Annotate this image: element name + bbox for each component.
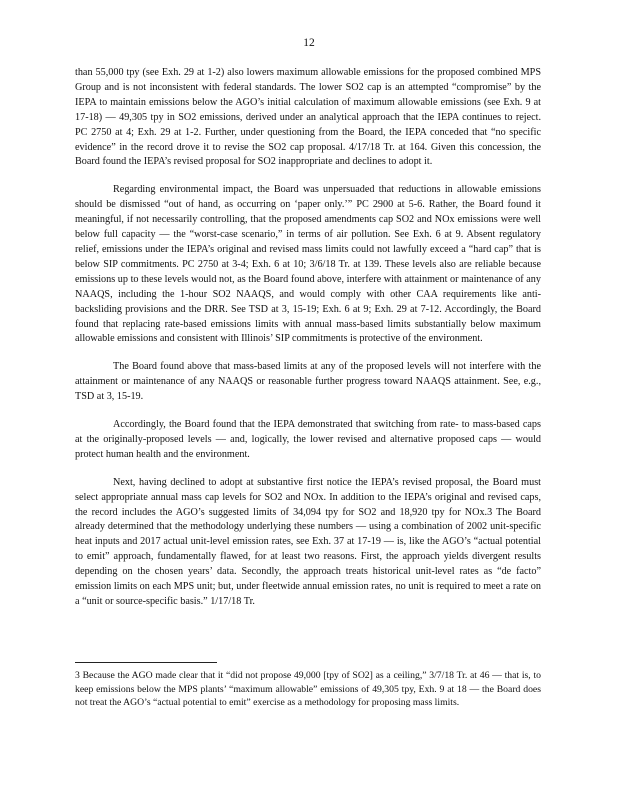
paragraph-3: The Board found above that mass-based limits at any of the proposed levels will not interfere with the attainment or maintenance of any NAAQS or reasonable further progress toward NAAQS attainment. See, e.g., TSD at 3, 15-19. <box>75 361 541 403</box>
footnote-3: 3 Because the AGO made clear that it “did not propose 49,000 [tpy of SO2] as a ceiling,” 3/7/18 Tr. at 46 — that is, to keep emissions below the MPS plants’ “maximum allowable” emissions of 49,305 tpy, Exh. 9 at 18 — the Board does not treat the AGO’s “actual potential to emit” exercise as a methodology for proposing mass limits. <box>75 670 541 709</box>
paragraph-1: than 55,000 tpy (see Exh. 29 at 1-2) also lowers maximum allowable emissions for the proposed combined MPS Group and is not inconsistent with federal standards. The lower SO2 cap is an attempted “compromise” by the IEPA to maintain emissions below the AGO’s initial calculation of maximum allowable emissions (see Exh. 9 at 17-18) — 49,305 tpy in SO2 emissions, derived under an analytical approach that the IEPA continues to reject. PC 2750 at 4; Exh. 29 at 1-2. Further, under questioning from the Board, the IEPA conceded that “no specific evidence” in the record drove it to revise the SO2 cap proposal. 4/17/18 Tr. at 164. Given this concession, the Board found the IEPA’s revised proposal for SO2 inappropriate and declines to adopt it. <box>75 67 541 168</box>
page-number: 12 <box>303 37 315 49</box>
paragraph-2: Regarding environmental impact, the Board was unpersuaded that reductions in allowable emissions should be dismissed “out of hand, as occurring on ‘paper only.’” PC 2900 at 5-6. Rather, the Board found it meaningful, if not necessarily controlling, that the proposed amendments cap SO2 and NOx emissions were well below full capacity — the “worst-case scenario,” in terms of air pollution. See Exh. 6 at 9. Absent regulatory relief, emissions under the IEPA’s original and revised mass limits could not lawfully exceed a “hard cap” that is below SIP commitments. PC 2750 at 3-4; Exh. 6 at 10; 3/6/18 Tr. at 139. These levels also are reliable because emissions up to these levels would not, as the Board found above, interfere with attainment or maintenance of any NAAQS, including the 1-hour SO2 NAAQS, and would comply with other CAA requirements like anti-backsliding provisions and the DRR. See TSD at 3, 15-19; Exh. 6 at 9; Exh. 29 at 7-12. Accordingly, the Board found that replacing rate-based emissions limits with annual mass-based limits substantially below maximum allowable emissions and consistent with Illinois’ SIP commitments is protective of the environment. <box>75 184 541 345</box>
paragraph-4: Accordingly, the Board found that the IEPA demonstrated that switching from rate- to mass-based caps at the originally-proposed levels — and, logically, the lower revised and alternative proposed caps — would protect human health and the environment. <box>75 419 541 460</box>
footnote-divider <box>75 662 217 663</box>
body-text <box>75 66 541 623</box>
paragraph-5: Next, having declined to adopt at substantive first notice the IEPA’s revised proposal, the Board must select appropriate annual mass cap levels for SO2 and NOx. In addition to the IEPA’s original and revised caps, the record includes the AGO’s suggested limits of 34,094 tpy for SO2 and 18,920 tpy for NOx.3 The Board already determined that the methodology underlying these numbers — using a combination of 2002 unit-specific heat inputs and 2017 actual unit-level emission rates, see Exh. 37 at 17-19 — is, like the AGO’s “actual potential to emit” approach, fundamentally flawed, for at least two reasons. First, the approach yields divergent results depending on the chosen years’ data. Secondly, the approach treats historical unit-level rates as “de facto” emission limits on each MPS unit; but, under fleetwide annual emission rates, no unit is required to meet a rate on a “unit or source-specific basis.” 1/17/18 Tr. <box>75 476 541 607</box>
